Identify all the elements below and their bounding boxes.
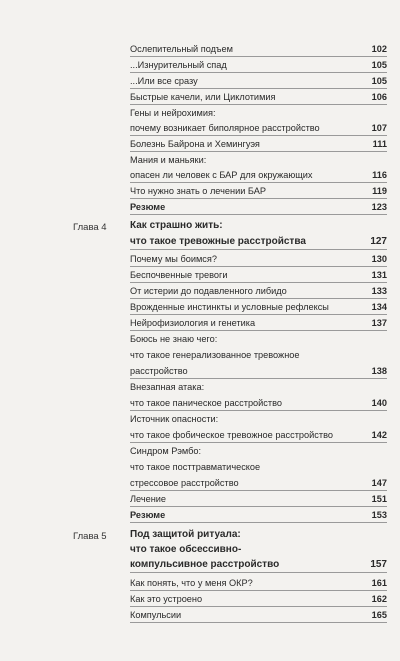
toc-entry-summary[interactable]: Резюме 153 bbox=[130, 509, 387, 523]
toc-entry[interactable]: Лечение 151 bbox=[130, 493, 387, 507]
toc-entry[interactable]: Ослепительный подъем 102 bbox=[130, 43, 387, 57]
toc-entry[interactable]: Как понять, что у меня ОКР? 161 bbox=[130, 577, 387, 591]
toc-entry[interactable]: Врожденные инстинкты и условные рефлексы 134 bbox=[130, 301, 387, 315]
toc-entry[interactable]: Беспочвенные тревоги 131 bbox=[130, 269, 387, 283]
chapter-title: Под защитой ритуала: bbox=[130, 529, 241, 540]
toc-entry[interactable]: стрессовое расстройство 147 bbox=[130, 477, 387, 491]
chapter-title: что такое обсессивно- bbox=[130, 544, 242, 555]
toc-entry[interactable]: Нейрофизиология и генетика 137 bbox=[130, 317, 387, 331]
toc-entry: Боюсь не знаю чего: bbox=[130, 334, 218, 344]
toc-entry[interactable]: расстройство 138 bbox=[130, 365, 387, 379]
toc-entry: Синдром Рэмбо: bbox=[130, 446, 202, 456]
toc-entry[interactable]: что такое паническое расстройство 140 bbox=[130, 397, 387, 411]
toc-entry: Мания и маньяки: bbox=[130, 155, 207, 165]
toc-entry[interactable]: Быстрые качели, или Циклотимия 106 bbox=[130, 91, 387, 105]
toc-entry[interactable]: ...Или все сразу 105 bbox=[130, 75, 387, 89]
toc-entry[interactable]: Болезнь Байрона и Хемингуэя 111 bbox=[130, 138, 387, 152]
toc-entry[interactable]: почему возникает биполярное расстройство 107 bbox=[130, 122, 387, 136]
toc-entry-summary[interactable]: Резюме 123 bbox=[130, 201, 387, 215]
toc-entry[interactable]: ...Изнурительный спад 105 bbox=[130, 59, 387, 73]
chapter-label: Глава 5 bbox=[73, 531, 107, 542]
toc-entry: что такое посттравматическое bbox=[130, 462, 261, 472]
toc-entry: что такое генерализованное тревожное bbox=[130, 350, 300, 360]
toc-entry[interactable]: Как это устроено 162 bbox=[130, 593, 387, 607]
toc-entry[interactable]: Что нужно знать о лечении БАР 119 bbox=[130, 185, 387, 199]
chapter-label: Глава 4 bbox=[73, 222, 107, 233]
toc-entry[interactable]: От истерии до подавленного либидо 133 bbox=[130, 285, 387, 299]
toc-entry: Источник опасности: bbox=[130, 414, 219, 424]
toc-entry[interactable]: что такое фобическое тревожное расстройство 142 bbox=[130, 429, 387, 443]
toc-entry[interactable]: Почему мы боимся? 130 bbox=[130, 253, 387, 267]
toc-entry[interactable]: опасен ли человек с БАР для окружающих 116 bbox=[130, 169, 387, 183]
toc-entry: Внезапная атака: bbox=[130, 382, 205, 392]
toc-entry[interactable]: Компульсии 165 bbox=[130, 609, 387, 623]
chapter-title: Как страшно жить: bbox=[130, 220, 223, 231]
toc-entry: Гены и нейрохимия: bbox=[130, 108, 216, 118]
chapter-title[interactable]: что такое тревожные расстройства 127 bbox=[130, 236, 387, 250]
chapter-title[interactable]: компульсивное расстройство 157 bbox=[130, 559, 387, 573]
